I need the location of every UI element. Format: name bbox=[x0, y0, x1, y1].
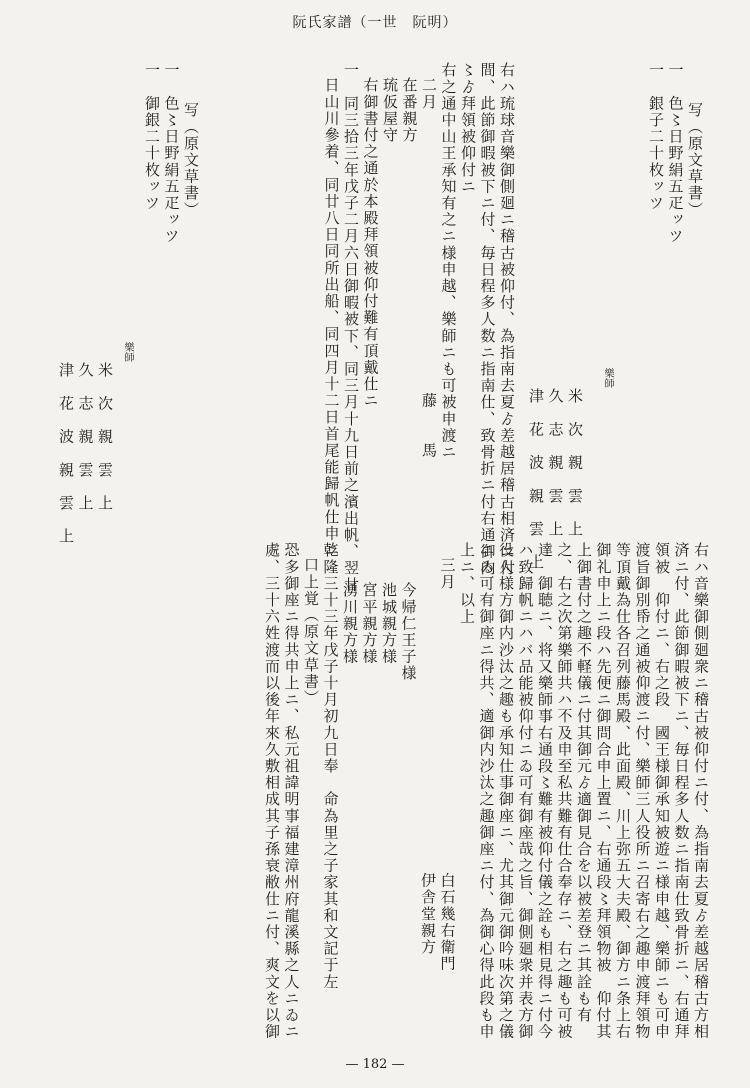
page-number: — 182 — bbox=[345, 1057, 405, 1072]
text-line: 一 御銀二十枚ッツ bbox=[143, 62, 161, 212]
text-line: 之、右之次第樂師共ハ不及申至私共難有仕合奉存ニ、右之趣も可被 bbox=[555, 542, 574, 1040]
text-line: ハ致歸帆ニハバ品能被仰付ニゐ可有御座哉之旨、御側廻衆并表方御 bbox=[516, 542, 535, 1040]
text-line: 写（原文草書） bbox=[686, 102, 704, 219]
text-line: 間、此節御暇被下ニ付、毎日程多人数ニ指南仕、致骨折ニ付右通御内 bbox=[478, 62, 497, 577]
text-line: 右ハ琉球音樂御側廻ニ稽古被仰付、為指南去夏ゟ差越居稽古相済ニ付 bbox=[498, 62, 516, 577]
text-line: 〻ゟ拜領被仰付ニ bbox=[459, 62, 477, 195]
text-line: 役人様方御内沙汰之趣も承知仕事御座ニ、尤其御元御吟味次第之儀 bbox=[497, 542, 515, 1040]
text-line: 上ニ、以上 bbox=[458, 542, 476, 625]
text-line: 一 色〻日野絹五疋ッツ bbox=[666, 62, 685, 245]
text-line: 宮平親方様 bbox=[360, 582, 379, 665]
text-line: 領被 仰付ニ、右之段 國王様御承知被遊ニ様申越、樂師ニも可申 bbox=[653, 542, 671, 1040]
text-line: 津 花 波 親 雲 上 bbox=[57, 362, 75, 545]
text-line: 久 志 親 雲 上 bbox=[546, 388, 565, 538]
text-line: 一 銀子二十枚ッツ bbox=[647, 62, 665, 212]
text-line: 伊舎堂親方 bbox=[419, 557, 437, 956]
text-line: 琉仮屋守 bbox=[381, 77, 399, 144]
text-line: 乾隆三十三年戊子十月初九日奉 命為里之子家其和文記于左 bbox=[321, 542, 340, 991]
text-line: 日山川參着、同廿八日同所出船、同四月十二日首尾能歸帆仕申ニ bbox=[322, 77, 341, 559]
text-line: 在番親方 bbox=[400, 77, 419, 144]
text-line: 御礼申上ニ段ハ先便ニ御問合申上置ニ、右通段〻拜領物被 仰付其 bbox=[594, 542, 613, 1040]
text-line: 済ニ付、此節御暇被下ニ、毎日程多人数ニ指南仕致骨折ニ、右通拜 bbox=[672, 542, 691, 1040]
text-line: 米 次 親 雲 上 bbox=[96, 362, 114, 512]
page-header: 阮氏家譜（一世 阮明） bbox=[292, 15, 458, 31]
text-line: 写（原文草書） bbox=[182, 102, 200, 219]
musicians-label-1: 樂師 bbox=[602, 368, 613, 388]
text-line: 恐多御座ニ得共申上ニ、私元祖諱明事福建漳州府龍溪縣之人ニゐニ bbox=[282, 542, 301, 1040]
text-line: 右御書付之通於本殿拜領被仰付難有頂戴仕ニ bbox=[361, 77, 380, 409]
text-line: 右ハ音樂御側廻衆ニ稽古被仰付ニ付、為指南去夏ゟ差越居稽古方相 bbox=[692, 542, 710, 1040]
text-line: 右之通中山王承知有之ニ様申越、樂師ニも可被申渡ニ bbox=[439, 62, 458, 461]
text-line: 久 志 親 雲 上 bbox=[76, 362, 95, 512]
text-line: 達 御聴ニ、将又樂師事右通段〻難有被仰付儀之詮も相見得ニ付今 bbox=[536, 542, 554, 1040]
text-line: 等頂戴為仕各召列藤馬殿、此面殿、川上弥五大夫殿、御方ニ条上右 bbox=[614, 542, 632, 1040]
inscription-block-2 bbox=[140, 62, 200, 482]
text-line: 池城親方様 bbox=[380, 582, 398, 665]
text-line: 津 花 波 親 雲 上 bbox=[527, 388, 545, 571]
text-line: 上御書付之趣不軽儀ニ付其御元ゟ適御見合を以被差登ニ其詮も有 bbox=[575, 542, 593, 1024]
musicians-list-1 bbox=[524, 388, 584, 571]
text-line: 一 同三拾三年戊子二月六日御暇被下、同三月十九日前之濱出帆、翌廿 bbox=[342, 62, 360, 594]
letter-block-2 bbox=[70, 542, 710, 1042]
inscription-block-1 bbox=[644, 62, 704, 482]
text-line: 今帰仁王子様 bbox=[399, 582, 418, 682]
text-line: ニゐ可有御座ニ得共、適御内沙汰之趣御座ニ付、為御心得此段も申 bbox=[477, 542, 496, 1040]
text-line: 渡旨御別帋之通被仰渡ニ付、樂師三人役所ニ召寄右之趣申渡拜領物 bbox=[633, 542, 652, 1040]
text-line: 三月 白石幾右衛門 bbox=[438, 557, 457, 972]
text-line: 處、三十六姓渡而以後年來久敷相成其子孫衰敝仕ニ付、爽文を以御 bbox=[263, 542, 281, 1040]
musicians-label-2: 樂師 bbox=[122, 342, 133, 362]
text-line: 一 色〻日野絹五疋ッツ bbox=[162, 62, 181, 245]
text-line: 米 次 親 雲 上 bbox=[566, 388, 584, 538]
text-line: 湧川親方様 bbox=[341, 582, 359, 665]
text-line: 口上覚（原文草書） bbox=[302, 557, 320, 707]
musicians-list-2 bbox=[54, 362, 114, 545]
text-line: 二月 藤 馬 bbox=[420, 77, 438, 459]
